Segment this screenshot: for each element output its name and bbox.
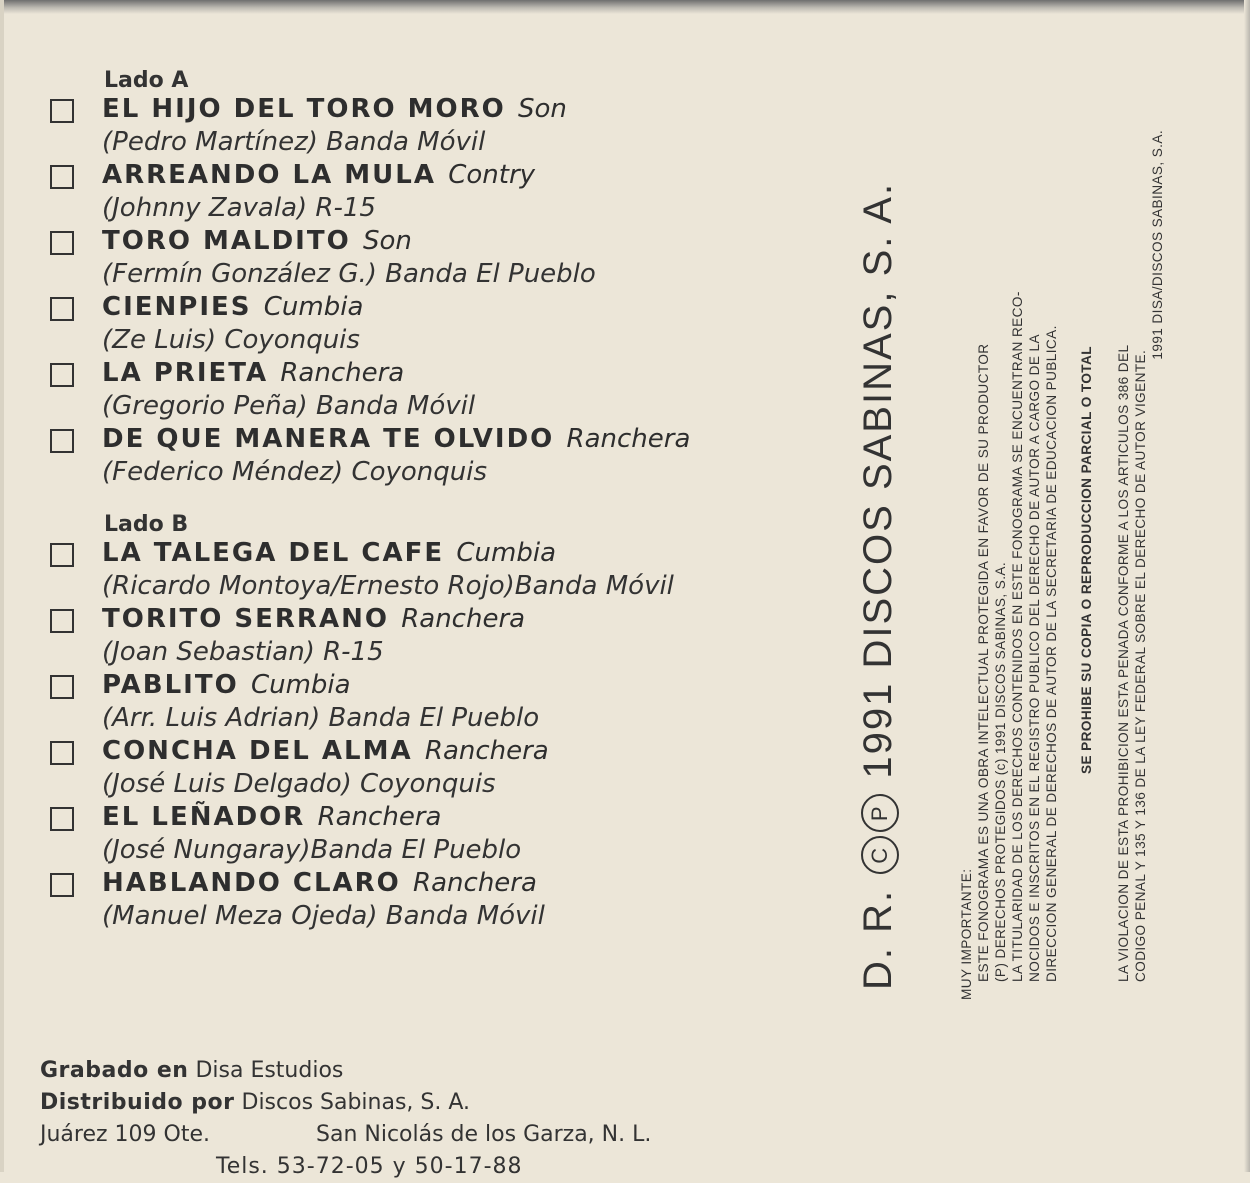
track-credit: (Gregorio Peña) Banda Móvil [102, 391, 476, 421]
track-credit: (Joan Sebastian) R-15 [102, 637, 384, 667]
track-title: LA PRIETA [102, 358, 269, 388]
city-address: San Nicolás de los Garza, N. L. [316, 1122, 652, 1147]
track-genre: Cumbia [456, 538, 556, 568]
track-b2 [50, 604, 810, 674]
production-credits [40, 1055, 651, 1183]
track-title: TORITO SERRANO [102, 604, 389, 634]
phonogram-p-icon: P [861, 794, 899, 832]
track-a1 [50, 94, 810, 164]
track-a4 [50, 292, 810, 362]
track-checkbox[interactable] [50, 873, 74, 897]
track-credit: (Federico Méndez) Coyonquis [102, 457, 488, 487]
track-title: EL LEÑADOR [102, 802, 306, 832]
prohibition-notice: SE PROHIBE SU COPIA O REPRODUCCION PARCIAL O TOTAL [1079, 346, 1094, 774]
track-checkbox[interactable] [50, 363, 74, 387]
track-a6 [50, 424, 810, 494]
track-credit: (Arr. Luis Adrian) Banda El Pueblo [102, 703, 540, 733]
track-credit: (Fermín González G.) Banda El Pueblo [102, 259, 596, 289]
track-b5 [50, 802, 810, 872]
cover-right-edge [1244, 0, 1250, 1172]
track-genre: Ranchera [280, 358, 405, 388]
track-genre: Contry [448, 160, 536, 190]
track-checkbox[interactable] [50, 609, 74, 633]
track-title: HABLANDO CLARO [102, 868, 401, 898]
track-title: ARREANDO LA MULA [102, 160, 436, 190]
track-a5 [50, 358, 810, 428]
side-a-heading: Lado A [104, 68, 189, 93]
legal-heading: MUY IMPORTANTE: [959, 868, 974, 1000]
track-a3 [50, 226, 810, 296]
track-genre: Ranchera [566, 424, 691, 454]
recorded-row: Grabado en Disa Estudios [40, 1058, 344, 1083]
track-title: CONCHA DEL ALMA [102, 736, 413, 766]
track-checkbox[interactable] [50, 741, 74, 765]
track-checkbox[interactable] [50, 99, 74, 123]
track-a2 [50, 160, 810, 230]
track-title: PABLITO [102, 670, 239, 700]
track-checkbox[interactable] [50, 231, 74, 255]
track-title: LA TALEGA DEL CAFE [102, 538, 445, 568]
street-address: Juárez 109 Ote. [40, 1122, 211, 1147]
legal-footer: 1991 DISA/DISCOS SABINAS, S.A. [1150, 130, 1165, 360]
copyright-line: D. R. CP 1991 DISCOS SABINAS, S. A. [856, 181, 900, 990]
track-credit: (José Nungaray)Banda El Pueblo [102, 835, 522, 865]
track-genre: Ranchera [413, 868, 537, 898]
side-b-heading: Lado B [104, 512, 189, 537]
track-credit: (Ricardo Montoya/Ernesto Rojo)Banda Móvil [102, 571, 674, 601]
track-title: TORO MALDITO [102, 226, 351, 256]
legal-notice: MUY IMPORTANTE: ESTE FONOGRAMA ES UNA OBRA INTELECTUAL PROTEGIDA EN FAVOR DE SU PRODUCTOR (P) DERECHOS PROTEGIDOS (c) 1991 DISCOS SABINAS, S.A. LA TITULARIDAD DE LOS DERECHOS CONTENIDOS EN ESTE FONOGRAMA SE ENCUENTRAN RECO- NOCIDOS E INSCRITOS EN EL REGISTRO PUBLICO DEL DERECHO DE AUTOR A CARGO DE LA DIRECCION GENERAL DE DERECHOS DE AUTOR DE LA SECRETARIA DE EDUCACION PUBLICA. SE PROHIBE SU COPIA O REPRODUCCION PARCIAL O TOTAL LA VIOLACION DE ESTA PROHIBICION ESTA PENADA CONFORME A LOS ARTICULOS 386 DEL CODIGO PENAL Y 135 Y 136 DE LA LEY FEDERAL SOBRE EL DERECHO DE AUTOR VIGENTE. 1991 DISA/DISCOS SABINAS, S.A. [958, 120, 1166, 1000]
address-row [40, 1119, 651, 1151]
copyright-panel [840, 120, 1200, 1000]
track-b6 [50, 868, 810, 938]
track-genre: Son [362, 226, 412, 256]
track-checkbox[interactable] [50, 165, 74, 189]
distributed-row: Distribuido por Discos Sabinas, S. A. [40, 1090, 471, 1115]
track-genre: Cumbia [263, 292, 364, 322]
track-credit: (Manuel Meza Ojeda) Banda Móvil [102, 901, 545, 931]
copyright-c-icon: C [861, 836, 899, 874]
track-credit: (José Luis Delgado) Coyonquis [102, 769, 496, 799]
track-genre: Ranchera [424, 736, 549, 766]
track-genre: Ranchera [317, 802, 442, 832]
track-b3 [50, 670, 810, 740]
track-checkbox[interactable] [50, 429, 74, 453]
phone-numbers: Tels. 53-72-05 y 50-17-88 [216, 1154, 523, 1179]
track-b1 [50, 538, 810, 608]
track-title: EL HIJO DEL TORO MORO [102, 94, 506, 124]
track-checkbox[interactable] [50, 543, 74, 567]
track-credit: (Johnny Zavala) R-15 [102, 193, 376, 223]
track-b4 [50, 736, 810, 806]
cover-top-edge [0, 0, 1250, 14]
track-title: CIENPIES [102, 292, 252, 322]
track-credit: (Ze Luis) Coyonquis [102, 325, 360, 355]
cover-left-edge [0, 0, 4, 1172]
track-title: DE QUE MANERA TE OLVIDO [102, 424, 555, 454]
track-checkbox[interactable] [50, 807, 74, 831]
track-genre: Son [517, 94, 567, 124]
track-credit: (Pedro Martínez) Banda Móvil [102, 127, 486, 157]
track-checkbox[interactable] [50, 297, 74, 321]
track-checkbox[interactable] [50, 675, 74, 699]
track-genre: Cumbia [250, 670, 351, 700]
track-genre: Ranchera [401, 604, 526, 634]
